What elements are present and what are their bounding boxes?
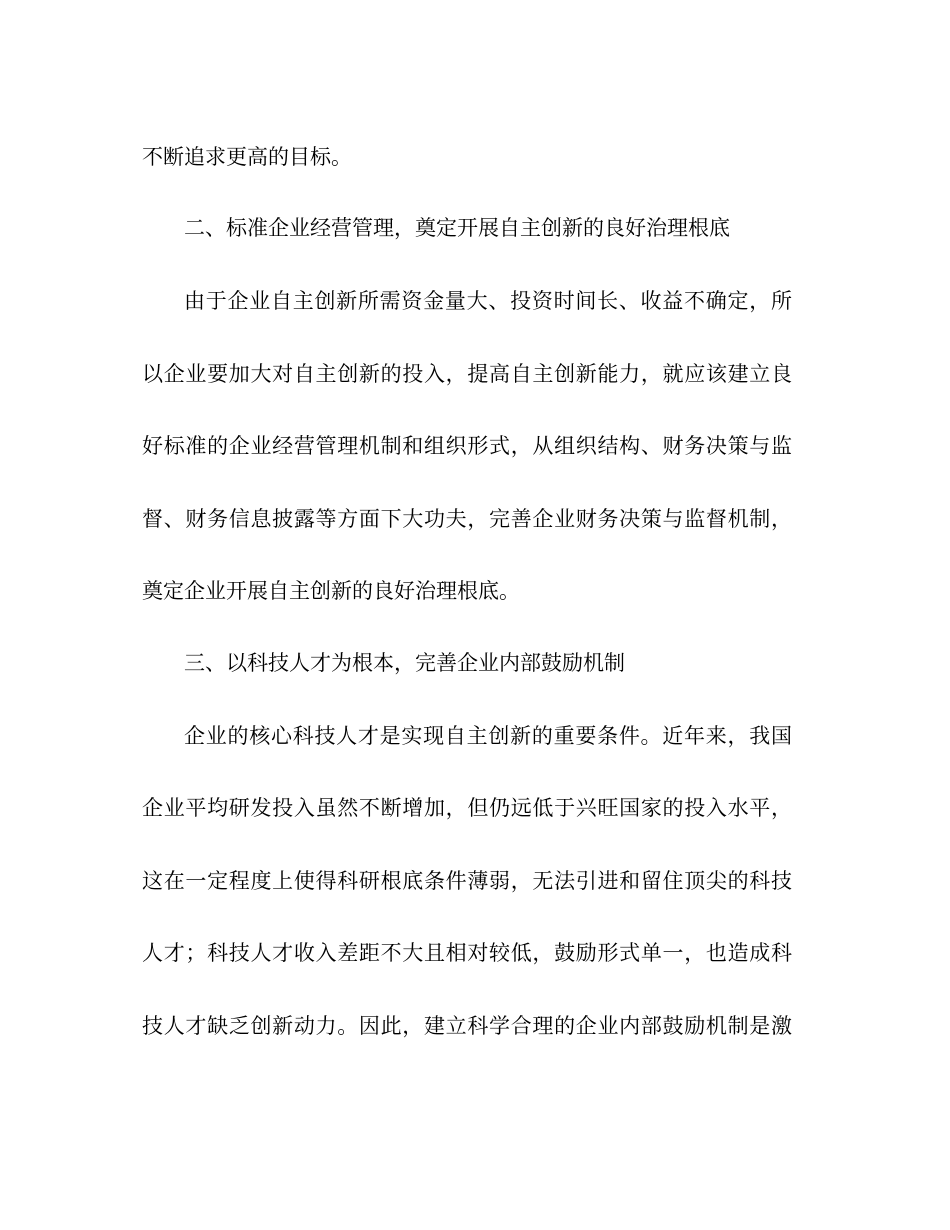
- paragraph-line: 技人才缺乏创新动力。因此，建立科学合理的企业内部鼓励机制是激: [142, 1014, 792, 1038]
- paragraph-line: 奠定企业开展自主创新的良好治理根底。: [142, 579, 520, 603]
- paragraph-line: 企业的核心科技人才是实现自主创新的重要条件。近年来，我国: [184, 724, 792, 748]
- section-heading-2: 二、标准企业经营管理，奠定开展自主创新的良好治理根底: [184, 216, 730, 240]
- paragraph-line: 企业平均研发投入虽然不断增加，但仍远低于兴旺国家的投入水平，: [142, 796, 792, 820]
- paragraph-line: 人才；科技人才收入差距不大且相对较低，鼓励形式单一，也造成科: [142, 941, 792, 965]
- paragraph-line: 好标准的企业经营管理机制和组织形式，从组织结构、财务决策与监: [142, 434, 792, 458]
- paragraph-line: 这在一定程度上使得科研根底条件薄弱，无法引进和留住顶尖的科技: [142, 869, 792, 893]
- paragraph-line: 督、财务信息披露等方面下大功夫，完善企业财务决策与监督机制，: [142, 507, 792, 531]
- paragraph-line: 由于企业自主创新所需资金量大、投资时间长、收益不确定，所: [184, 289, 792, 313]
- paragraph-line: 以企业要加大对自主创新的投入，提高自主创新能力，就应该建立良: [142, 362, 792, 386]
- section-heading-3: 三、以科技人才为根本，完善企业内部鼓励机制: [184, 651, 625, 675]
- paragraph-end-line: 不断追求更高的目标。: [142, 145, 352, 169]
